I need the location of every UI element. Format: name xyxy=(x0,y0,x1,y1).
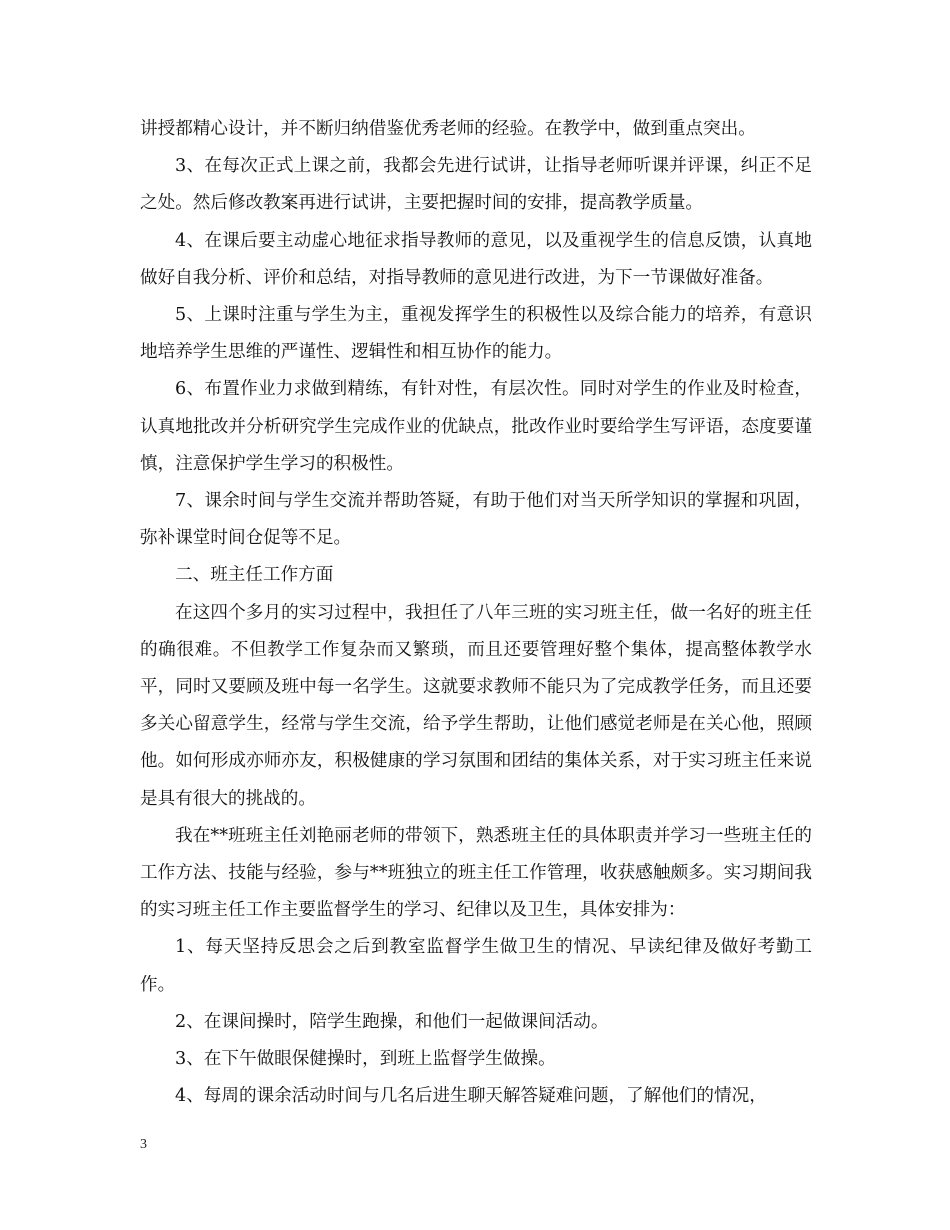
paragraph-6: 7、课余时间与学生交流并帮助答疑，有助于他们对当天所学知识的掌握和巩固，弥补课堂时间仓促等不足。 xyxy=(140,491,812,549)
paragraph-3: 4、在课后要主动虚心地征求指导教师的意见，以及重视学生的信息反馈，认真地做好自我分析、评价和总结，对指导教师的意见进行改进，为下一节课做好准备。 xyxy=(140,230,812,288)
paragraph-9: 1、每天坚持反思会之后到教室监督学生做卫生的情况、早读纪律及做好考勤工作。 xyxy=(140,937,812,995)
section-heading: 二、班主任工作方面 xyxy=(175,565,334,586)
paragraph-2: 3、在每次正式上课之前，我都会先进行试讲，让指导老师听课并评课，纠正不足之处。然后修改教案再进行试讲，主要把握时间的安排，提高教学质量。 xyxy=(140,156,812,214)
paragraph-7: 在这四个多月的实习过程中，我担任了八年三班的实习班主任，做一名好的班主任的确很难。不但教学工作复杂而又繁琐，而且还要管理好整个集体，提高整体教学水平，同时又要顾及班中每一名学生。这就要求教师不能只为了完成教学任务，而且还要多关心留意学生，经常与学生交流，给予学生帮助，让他们感觉老师是在关心他，照顾他。如何形成亦师亦友，积极健康的学习氛围和团结的集体关系，对于实习班主任来说是具有很大的挑战的。 xyxy=(140,602,812,809)
paragraph-12: 4、每周的课余活动时间与几名后进生聊天解答疑难问题，了解他们的情况， xyxy=(175,1086,767,1107)
paragraph-1: 讲授都精心设计，并不断归纳借鉴优秀老师的经验。在教学中，做到重点突出。 xyxy=(140,119,756,139)
paragraph-4: 5、上课时注重与学生为主，重视发挥学生的积极性以及综合能力的培养，有意识地培养学生思维的严谨性、逻辑性和相互协作的能力。 xyxy=(140,305,812,363)
paragraph-5: 6、布置作业力求做到精练，有针对性，有层次性。同时对学生的作业及时检查，认真地批改并分析研究学生完成作业的优缺点，批改作业时要给学生写评语，态度要谨慎，注意保护学生学习的积极性。 xyxy=(140,379,812,474)
paragraph-8: 我在**班班主任刘艳丽老师的带领下，熟悉班主任的具体职责并学习一些班主任的工作方法、技能与经验，参与**班独立的班主任工作管理，收获感触颇多。实习期间我的实习班主任工作主要监督学生的学习、纪律以及卫生，具体安排为： xyxy=(140,825,812,921)
page-number: 3 xyxy=(140,1137,147,1152)
paragraph-11: 3、在下午做眼保健操时，到班上监督学生做操。 xyxy=(175,1049,556,1070)
paragraph-10: 2、在课间操时，陪学生跑操，和他们一起做课间活动。 xyxy=(175,1011,609,1032)
document-body xyxy=(140,111,812,1115)
